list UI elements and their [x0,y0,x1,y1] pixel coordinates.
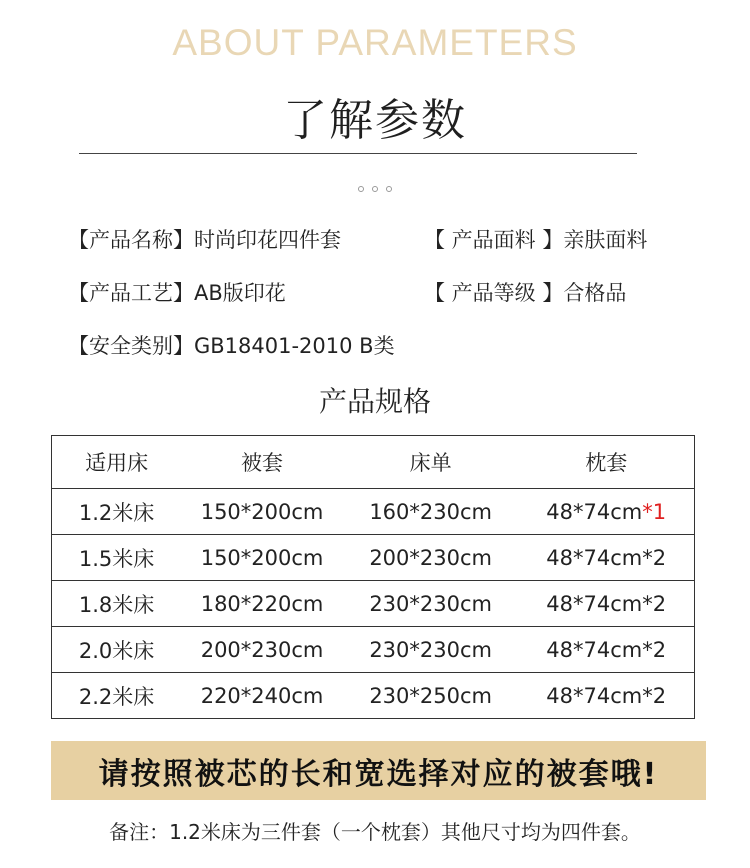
cell-sheet: 230*230cm [343,581,519,627]
param-grade [424,277,626,307]
spec-table [51,435,695,719]
param-value: GB18401-2010 B类 [194,334,395,358]
header-pillow: 枕套 [518,436,694,489]
cell-bed: 1.2米床 [52,489,182,535]
param-value: AB版印花 [194,281,286,305]
param-label: 【产品工艺】 [68,281,194,305]
param-label: 【安全类别】 [68,334,194,358]
table-row [52,535,695,581]
param-fabric [424,224,647,254]
pillow-size: 48*74cm [546,637,643,662]
cell-pillow [518,581,694,627]
pillow-size: 48*74cm [546,683,643,708]
cell-sheet: 160*230cm [343,489,519,535]
table-row [52,673,695,719]
pillow-size: 48*74cm [546,499,643,524]
dot-icon [372,186,378,192]
pillow-count: *2 [642,545,667,570]
section-title-chinese: 了解参数 [283,95,467,146]
banner-text: 请按照被芯的长和宽选择对应的被套哦! [98,756,659,792]
cell-sheet: 230*230cm [343,627,519,673]
cell-quilt: 150*200cm [181,489,343,535]
dot-icon [358,186,364,192]
param-value: 时尚印花四件套 [194,228,341,252]
cell-sheet: 200*230cm [343,535,519,581]
pillow-count: *2 [642,591,667,616]
cell-pillow [518,673,694,719]
header-sheet: 床单 [343,436,519,489]
header-quilt: 被套 [181,436,343,489]
pillow-count: *2 [642,683,667,708]
param-product-name [68,224,341,254]
cell-sheet: 230*250cm [343,673,519,719]
cell-bed: 2.0米床 [52,627,182,673]
pillow-count-highlight: *1 [642,499,667,524]
param-safety [68,330,395,360]
cell-pillow [518,627,694,673]
cell-pillow [518,535,694,581]
cell-bed: 2.2米床 [52,673,182,719]
cell-bed: 1.5米床 [52,535,182,581]
param-label: 【产品名称】 [68,228,194,252]
cell-pillow [518,489,694,535]
param-label: 【 产品面料 】 [424,228,564,252]
pillow-size: 48*74cm [546,545,643,570]
table-row [52,581,695,627]
size-advice-banner [51,741,706,800]
cell-bed: 1.8米床 [52,581,182,627]
param-value: 亲肤面料 [563,228,648,252]
cell-quilt: 180*220cm [181,581,343,627]
table-row [52,627,695,673]
section-title-english: ABOUT PARAMETERS [172,22,578,63]
footnote: 备注：1.2米床为三件套（一个枕套）其他尺寸均为四件套。 [109,820,641,844]
cell-quilt: 220*240cm [181,673,343,719]
spec-header-row [52,436,695,489]
param-label: 【 产品等级 】 [424,281,564,305]
spec-title: 产品规格 [318,385,431,418]
header-bed: 适用床 [52,436,182,489]
dot-icon [386,186,392,192]
title-divider [79,153,637,154]
cell-quilt: 150*200cm [181,535,343,581]
table-row [52,489,695,535]
pillow-count: *2 [642,637,667,662]
dots-ornament [0,186,750,192]
param-craft [68,277,286,307]
param-value: 合格品 [563,281,627,305]
cell-quilt: 200*230cm [181,627,343,673]
pillow-size: 48*74cm [546,591,643,616]
